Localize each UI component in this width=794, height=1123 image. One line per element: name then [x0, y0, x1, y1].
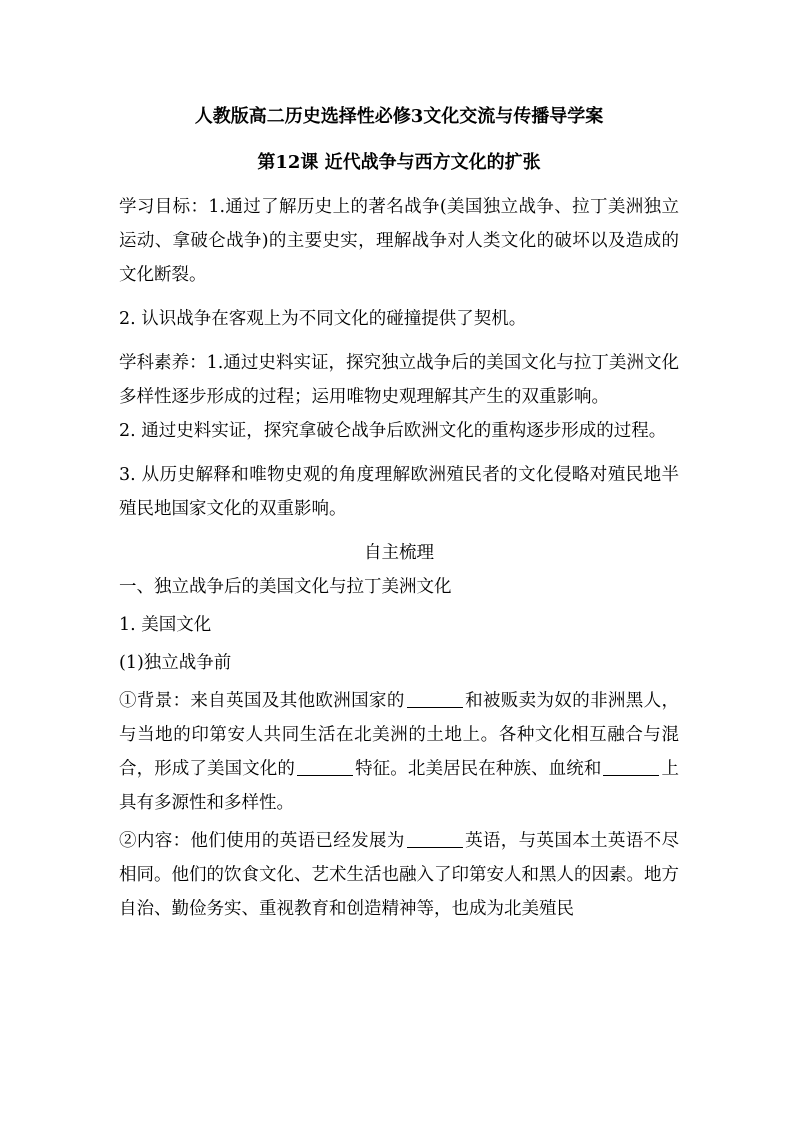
fill-blank[interactable] [297, 759, 353, 776]
objectives-label: 学习目标： [119, 197, 209, 217]
literacy-label: 学科素养： [119, 353, 207, 373]
objective-item-2: 2. 认识战争在客观上为不同文化的碰撞提供了契机。 [119, 309, 527, 329]
background-text-3: 特征。北美居民在种族、血统和 [354, 759, 602, 779]
lesson-title: 第12课 近代战争与西方文化的扩张 [257, 152, 541, 173]
fill-blank[interactable] [407, 691, 463, 708]
content-text-1: ②内容：他们使用的英语已经发展为 [119, 831, 405, 851]
fill-blank[interactable] [603, 759, 659, 776]
literacy-item-3: 3. 从历史解释和唯物史观的角度理解欧洲殖民者的文化侵略对殖民地半殖民地国家文化的双重影响。 [119, 465, 679, 519]
background-text-1: ①背景：来自英国及其他欧洲国家的 [119, 691, 405, 711]
literacy-item-2: 2. 通过史料实证，探究拿破仑战争后欧洲文化的重构逐步形成的过程。 [119, 421, 667, 441]
sub1-heading: 1. 美国文化 [119, 615, 212, 635]
section-heading: 自主梳理 [364, 543, 434, 563]
fill-blank[interactable] [407, 831, 463, 848]
objective-item-1: 1.通过了解历史上的著名战争(美国独立战争、拉丁美洲独立运动、拿破仑战争)的主要史实，理解战争对人类文化的破坏以及造成的文化断裂。 [119, 197, 680, 285]
document-page [119, 100, 679, 926]
literacy-paragraph [119, 346, 679, 414]
document-title: 人教版高二历史选择性必修3文化交流与传播导学案 [194, 106, 604, 127]
content-text-2: 英语，与英国本土英语不尽相同。他们的饮食文化、艺术生活也融入了印第安人和黑人的因素。地方自治、勤俭务实、重视教育和创造精神等，也成为北美殖民 [119, 831, 680, 919]
background-text-2: 和被贩卖为奴的非洲黑人，与当地的印第安人共同生活在北美洲的土地上。各种文化相互融合与混合，形成了美国文化的 [119, 691, 680, 779]
content-paragraph [119, 824, 679, 926]
objectives-paragraph [119, 190, 679, 292]
background-paragraph [119, 684, 679, 820]
background-text-4: 上具有多源性和多样性。 [119, 759, 680, 813]
part1-heading: 一、独立战争后的美国文化与拉丁美洲文化 [119, 577, 452, 597]
literacy-item-1: 1.通过史料实证，探究独立战争后的美国文化与拉丁美洲文化多样性逐步形成的过程；运用唯物史观理解其产生的双重影响。 [119, 353, 680, 407]
subsub1-heading: (1)独立战争前 [119, 653, 232, 673]
